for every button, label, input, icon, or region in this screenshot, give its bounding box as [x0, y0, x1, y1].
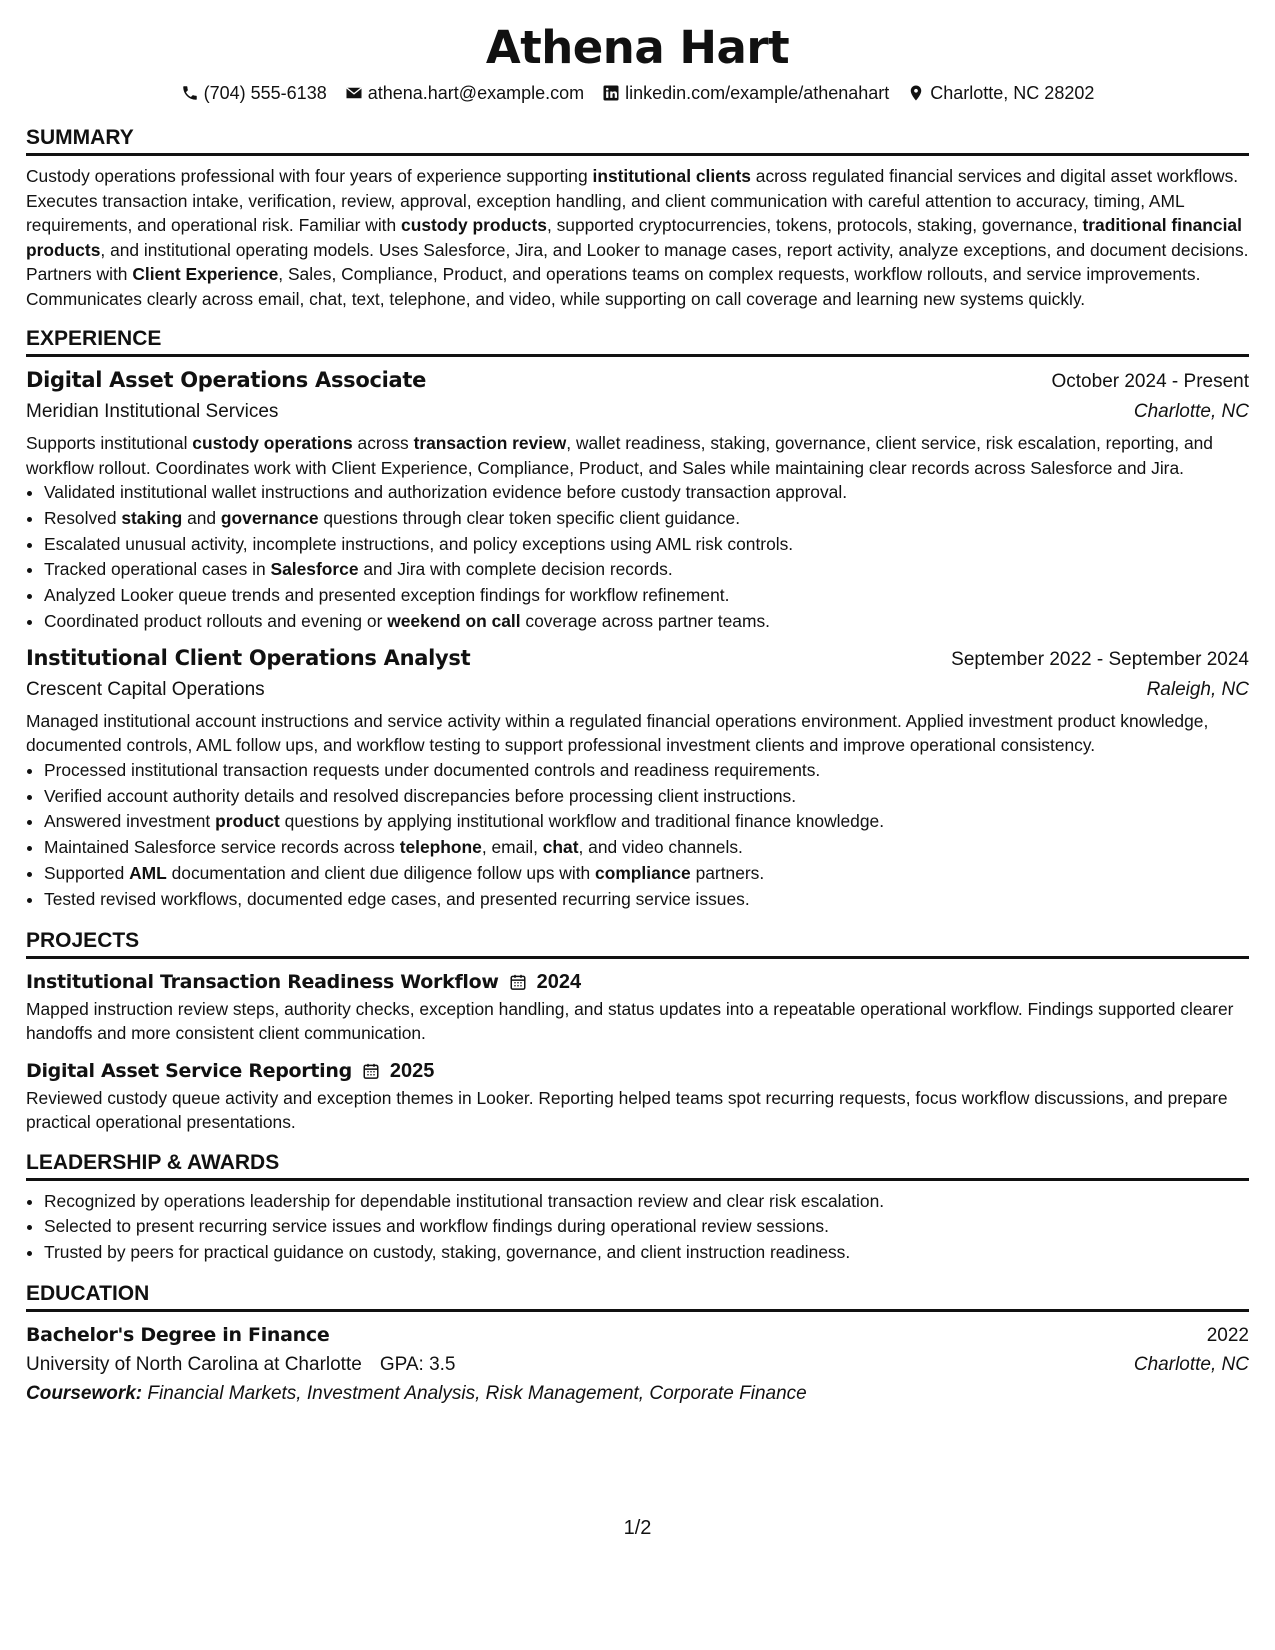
bullet-item	[44, 861, 1249, 887]
bold-text: traditional financial products	[26, 215, 1242, 260]
text-run: Resolved	[44, 507, 122, 528]
bullet-item	[44, 557, 1249, 583]
bold-text: product	[215, 811, 280, 832]
text-run: , wallet readiness, staking, governance, client service, risk escalation, reporting, and workflow rollout. Coordinates work with Client Experience, Compliance, Product, and Sales while maintaining clear records across Salesforce and Jira.	[26, 433, 1213, 478]
phone-text: (704) 555-6138	[203, 83, 327, 103]
calendar-icon	[362, 1062, 380, 1080]
education-section	[26, 1280, 1249, 1409]
text-run: across regulated financial services and digital asset workflows. Executes transaction intake, verification, review, approval, exception handling, and client communication with careful attention to accuracy, timing, AML requirements, and operational risk. Familiar with	[26, 166, 1239, 235]
text-run: across	[352, 433, 414, 453]
bullet-item	[44, 609, 1249, 635]
text-run: Supports institutional	[26, 433, 193, 453]
contact-bar	[26, 80, 1249, 106]
text-run: Escalated unusual activity, incomplete instructions, and policy exceptions using AML risk controls.	[44, 533, 794, 554]
resume-page	[26, 20, 1249, 1409]
linkedin-icon	[602, 84, 620, 102]
bold-text: custody products	[401, 215, 547, 235]
bold-text: chat	[542, 837, 579, 858]
text-run: partners.	[690, 862, 765, 883]
bold-text: compliance	[595, 862, 691, 883]
section-title: SUMMARY	[26, 124, 1249, 156]
page-number: 1/2	[623, 1517, 652, 1539]
job-dates: September 2022 - September 2024	[951, 648, 1249, 670]
candidate-name: Athena Hart	[485, 21, 790, 74]
job-bullets	[26, 480, 1249, 635]
graduation-year: 2022	[1206, 1324, 1249, 1346]
bold-text: staking	[121, 507, 183, 528]
bullet-item	[44, 583, 1249, 609]
linkedin-link[interactable]: linkedin.com/example/athenahart	[625, 83, 890, 103]
coursework	[26, 1379, 1249, 1409]
degree: Bachelor's Degree in Finance	[26, 1323, 330, 1346]
contact-location	[907, 80, 1094, 106]
project-entry	[26, 967, 1249, 1046]
text-run: , and institutional operating models. Uses Salesforce, Jira, and Looker to manage cases, report activity, analyze exceptions, and document decisions. Partners with	[26, 239, 1249, 284]
job-subheader	[26, 397, 1249, 427]
bullet-item	[44, 506, 1249, 532]
text-run: coverage across partner teams.	[520, 610, 770, 631]
bold-text: Salesforce	[270, 559, 359, 580]
text-run: , email,	[481, 837, 543, 858]
leadership-section	[26, 1149, 1249, 1266]
phone-icon	[181, 84, 199, 102]
job-dates: October 2024 - Present	[1051, 371, 1249, 392]
project-header	[26, 1056, 1249, 1086]
bold-text: custody operations	[192, 433, 353, 453]
contact-phone	[181, 80, 327, 106]
project-year: 2024	[536, 970, 582, 993]
job-header	[26, 643, 1249, 675]
leadership-bullets	[26, 1189, 1249, 1266]
project-description: Mapped instruction review steps, authority checks, exception handling, and status updates into a repeatable operational workflow. Findings supported clearer handoffs and more consistent client communication.	[26, 998, 1234, 1044]
text-run: questions by applying institutional workflow and traditional finance knowledge.	[279, 811, 885, 832]
text-run: Analyzed Looker queue trends and presented exception findings for workflow refinement.	[44, 585, 730, 606]
bold-text: institutional clients	[592, 166, 751, 186]
project-description: Reviewed custody queue activity and exception themes in Looker. Reporting helped teams spot recurring requests, focus workflow discussions, and prepare practical operational presentations.	[26, 1087, 1228, 1133]
section-title: PROJECTS	[26, 927, 1249, 959]
job-description	[26, 709, 1249, 758]
project-title: Institutional Transaction Readiness Workflow	[26, 970, 499, 993]
bullet-item	[44, 784, 1249, 810]
job-company: Crescent Capital Operations	[26, 678, 265, 700]
text-run: Managed institutional account instructions and service activity within a regulated financial operations environment. Applied investment product knowledge, documented controls, AML follow ups, and workflow testing to support professional investment clients and improve operational consistency.	[26, 710, 1209, 756]
job-company: Meridian Institutional Services	[26, 401, 279, 422]
project-title: Digital Asset Service Reporting	[26, 1059, 352, 1082]
project-year: 2025	[389, 1059, 435, 1082]
bold-text: transaction review	[413, 433, 567, 453]
text-run: , supported cryptocurrencies, tokens, protocols, staking, governance,	[546, 215, 1083, 235]
job-subheader	[26, 675, 1249, 705]
experience-section	[26, 325, 1249, 913]
contact-email[interactable]	[345, 80, 584, 106]
job-header	[26, 365, 1249, 397]
text-run: Maintained Salesforce service records across	[44, 837, 400, 858]
text-run: and Jira with complete decision records.	[358, 559, 673, 580]
list-item: • Selected to present recurring service issues and workflow findings during operational review sessions.	[44, 1214, 1249, 1240]
bullet-item	[44, 480, 1249, 506]
email-link[interactable]: athena.hart@example.com	[367, 83, 585, 103]
summary-section	[26, 124, 1249, 311]
job-bullets	[26, 758, 1249, 913]
envelope-icon	[345, 84, 363, 102]
job-location: Raleigh, NC	[1146, 678, 1249, 700]
education-header	[26, 1320, 1249, 1351]
text-run: , and video channels.	[578, 837, 743, 858]
bold-text: weekend on call	[387, 610, 521, 631]
map-pin-icon	[907, 84, 925, 102]
job-title: Digital Asset Operations Associate	[26, 368, 427, 392]
projects-section	[26, 927, 1249, 1135]
text-run: Coordinated product rollouts and evening or	[44, 610, 388, 631]
section-title: EXPERIENCE	[26, 325, 1249, 357]
section-title: EDUCATION	[26, 1280, 1249, 1312]
text-run: , Sales, Compliance, Product, and operations teams on complex requests, workflow rollouts, and service improvements. Communicates clearly across email, chat, text, telephone, and video, while supporting on call coverage and learning new systems quickly.	[26, 264, 1201, 309]
school-location: Charlotte, NC	[1133, 1353, 1249, 1375]
text-run: Answered investment	[44, 811, 216, 832]
bold-text: governance	[220, 507, 319, 528]
school-name: University of North Carolina at Charlotte	[26, 1353, 362, 1375]
text-run: documentation and client due diligence follow ups with	[166, 862, 596, 883]
coursework-label: Coursework:	[26, 1382, 143, 1404]
summary-text	[26, 164, 1249, 311]
job-entry	[26, 365, 1249, 635]
job-entry	[26, 643, 1249, 913]
job-title: Institutional Client Operations Analyst	[26, 645, 471, 670]
project-entry	[26, 1056, 1249, 1135]
list-item: • Trusted by peers for practical guidance on custody, staking, governance, and client instruction readiness.	[44, 1240, 1249, 1266]
text-run: Supported	[44, 862, 130, 883]
bullet-item	[44, 532, 1249, 558]
text-run: Verified account authority details and resolved discrepancies before processing client instructions.	[44, 785, 797, 806]
gpa: GPA: 3.5	[379, 1353, 456, 1375]
bullet-item	[44, 809, 1249, 835]
project-header	[26, 967, 1249, 997]
section-title: LEADERSHIP & AWARDS	[26, 1149, 1249, 1181]
text-run: and	[182, 507, 221, 528]
bullet-item	[44, 887, 1249, 913]
job-description	[26, 431, 1249, 480]
text-run: Tested revised workflows, documented edge cases, and presented recurring service issues.	[44, 888, 750, 909]
text-run: Custody operations professional with four years of experience supporting	[26, 166, 593, 186]
bold-text: AML	[129, 862, 167, 883]
bold-text: Client Experience	[132, 264, 279, 284]
calendar-icon	[509, 973, 527, 991]
text-run: questions through clear token specific client guidance.	[318, 507, 741, 528]
text-run: Processed institutional transaction requests under documented controls and readiness requirements.	[44, 759, 821, 780]
list-item: • Recognized by operations leadership for dependable institutional transaction review and clear risk escalation.	[44, 1189, 1249, 1215]
text-run: Validated institutional wallet instructions and authorization evidence before custody transaction approval.	[44, 482, 848, 502]
bullet-item	[44, 758, 1249, 784]
coursework-list: Financial Markets, Investment Analysis, Risk Management, Corporate Finance	[147, 1382, 807, 1404]
education-subheader	[26, 1351, 1249, 1379]
job-location: Charlotte, NC	[1133, 401, 1249, 422]
school-line	[26, 1351, 456, 1379]
location-text: Charlotte, NC 28202	[930, 83, 1095, 103]
bullet-item	[44, 835, 1249, 861]
contact-linkedin[interactable]	[602, 80, 889, 106]
bold-text: telephone	[399, 837, 482, 858]
text-run: Tracked operational cases in	[44, 559, 271, 580]
